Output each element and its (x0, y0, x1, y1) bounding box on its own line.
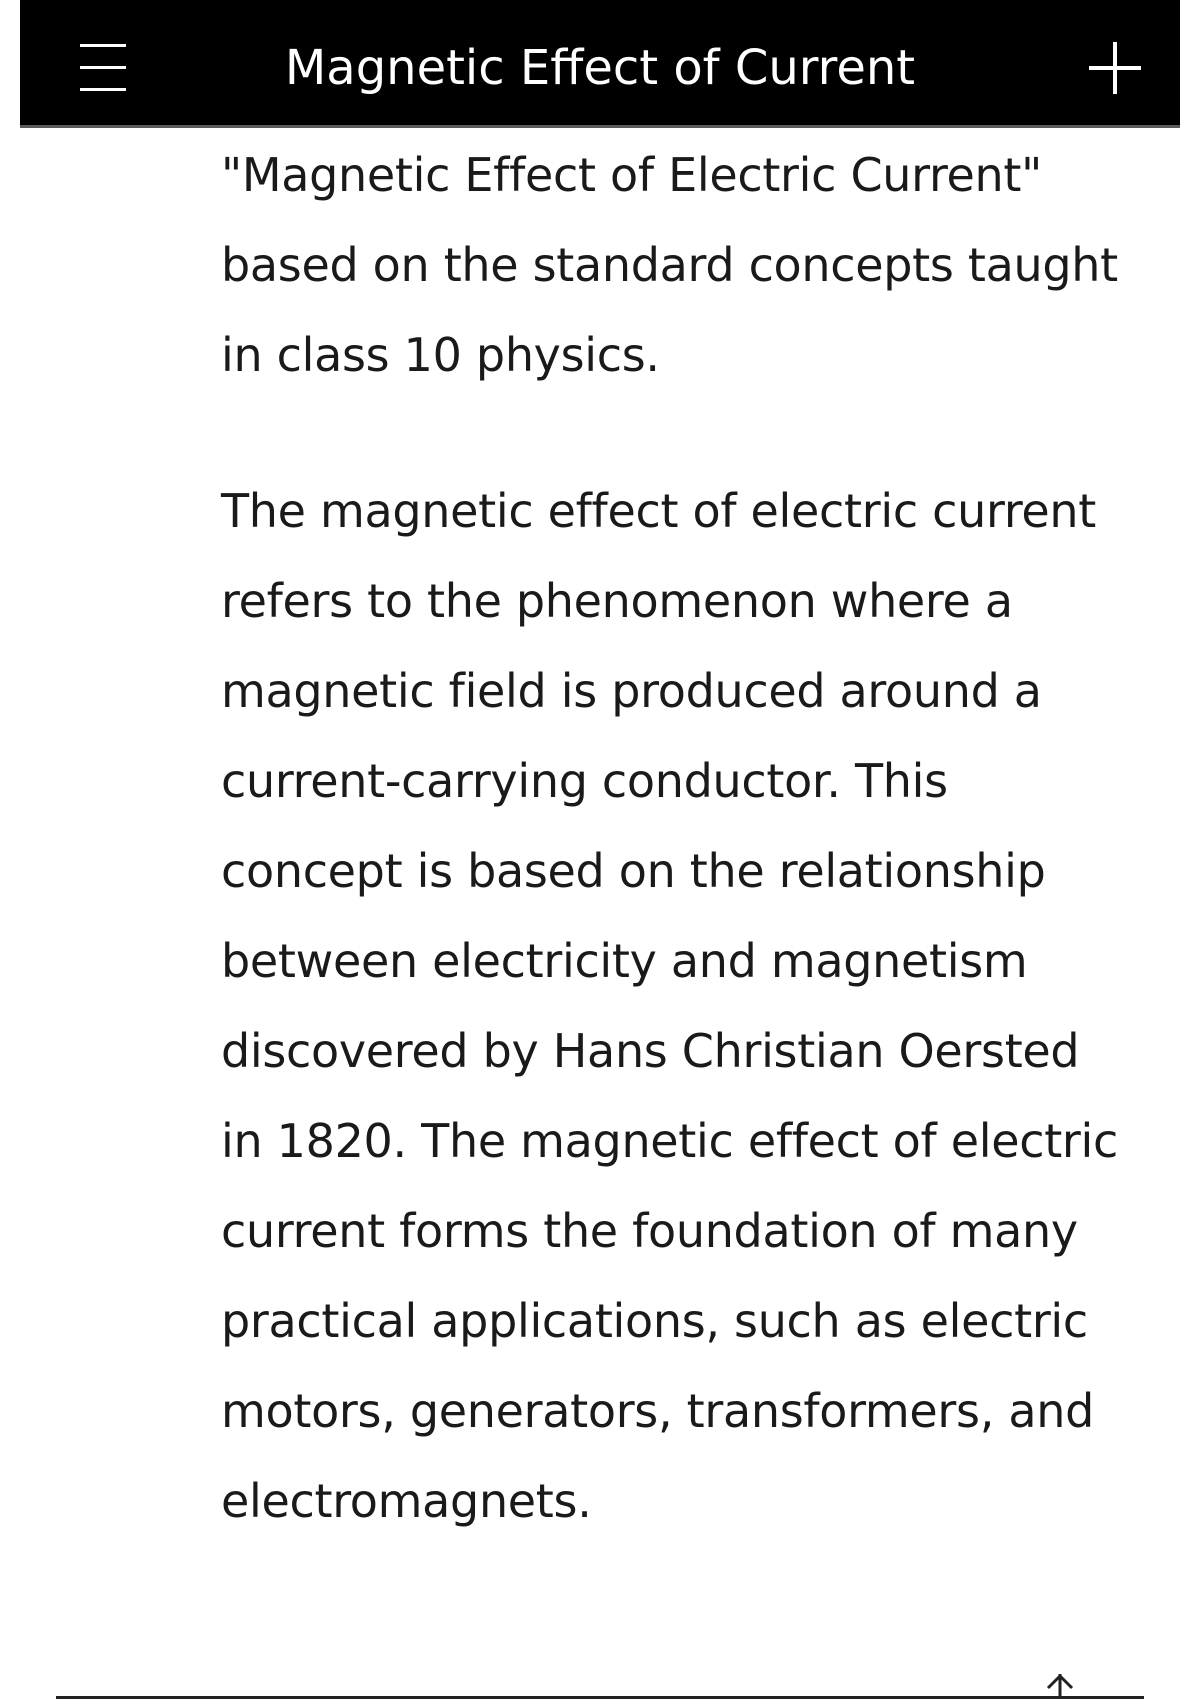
menu-line (80, 44, 126, 47)
paragraph: "Magnetic Effect of Electric Current" based on the standard concepts taught in class 10 physics. (221, 148, 1118, 382)
menu-line (80, 88, 126, 91)
paragraph: The magnetic effect of electric current refers to the phenomenon where a magnetic field is produced around a current-carrying conductor. This concept is based on the relationship between electricity and magnetism discovered by Hans Christian Oersted in 1820. The magnetic effect of electric current forms the foundation of many practical applications, such as electric motors, generators, transformers, and electromagnets. (221, 484, 1119, 1528)
top-bar (20, 0, 1180, 128)
plus-icon[interactable] (1080, 36, 1150, 100)
message-content (221, 130, 1121, 1546)
hamburger-menu-icon[interactable] (60, 40, 146, 96)
page-title: Magnetic Effect of Current (284, 40, 916, 96)
divider (56, 1696, 1144, 1699)
arrow-down-icon[interactable] (1040, 1672, 1080, 1700)
menu-line (80, 66, 126, 69)
